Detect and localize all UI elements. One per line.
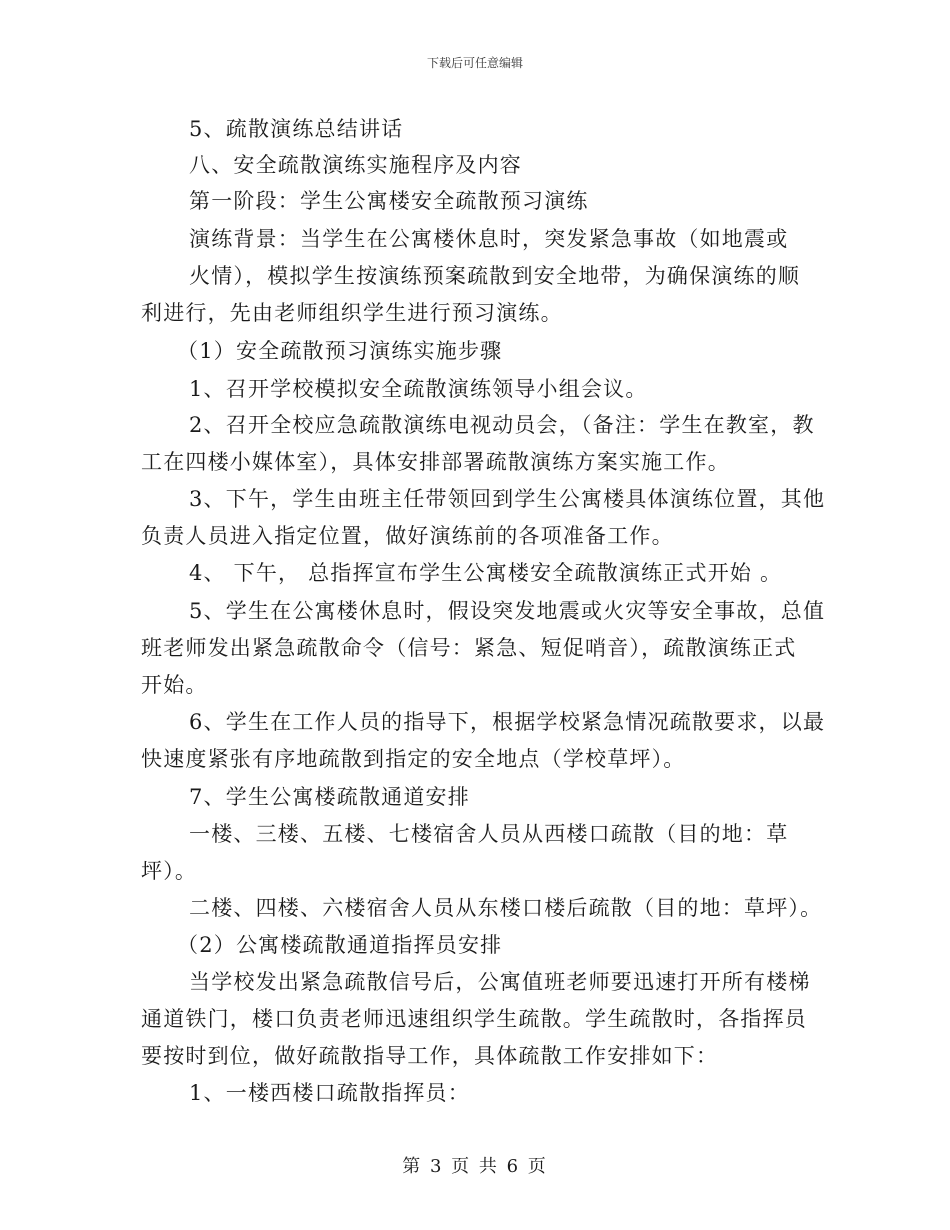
- paragraph-line: 坪）。: [141, 859, 198, 883]
- paragraph-line: 2、召开全校应急疏散演练电视动员会，（备注：学生在教室，教: [189, 413, 815, 437]
- paragraph-line: 5、疏散演练总结讲话: [189, 117, 404, 141]
- paragraph-line: 利进行，先由老师组织学生进行预习演练。: [141, 301, 563, 325]
- paragraph-line: 负责人员进入指定位置，做好演练前的各项准备工作。: [141, 524, 674, 548]
- paragraph-line: 火情），模拟学生按演练预案疏散到安全地带，为确保演练的顺: [189, 264, 801, 288]
- paragraph-line: 第一阶段：学生公寓楼安全疏散预习演练: [189, 189, 589, 213]
- paragraph-line: 工在四楼小媒体室），具体安排部署疏散演练方案实施工作。: [141, 450, 730, 474]
- paragraph-line: （1）安全疏散预习演练实施步骤: [177, 339, 503, 363]
- paragraph-line: 二楼、四楼、六楼宿舍人员从东楼口楼后疏散（目的地：草坪）。: [189, 896, 823, 920]
- paragraph-line: 3、下午，学生由班主任带领回到学生公寓楼具体演练位置，其他: [189, 487, 826, 511]
- paragraph-line: 快速度紧张有序地疏散到指定的安全地点（学校草坪）。: [141, 747, 686, 771]
- paragraph-line: 7、学生公寓楼疏散通道安排: [189, 785, 470, 809]
- paragraph-line: 班老师发出紧急疏散命令（信号：紧急、短促哨音），疏散演练正式: [141, 636, 797, 660]
- paragraph-line: 6、学生在工作人员的指导下，根据学校紧急情况疏散要求，以最: [189, 710, 826, 734]
- paragraph-line: 1、一楼西楼口疏散指挥员：: [189, 1081, 470, 1105]
- paragraph-line: 八、安全疏散演练实施程序及内容: [189, 153, 522, 177]
- paragraph-line: （2）公寓楼疏散通道指挥员安排: [177, 933, 503, 957]
- paragraph-line: 一楼、三楼、五楼、七楼宿舍人员从西楼口疏散（目的地：草: [189, 822, 789, 846]
- page-number: 第 3 页 共 6 页: [402, 1156, 548, 1177]
- paragraph-line: 4、 下午， 总指挥宣布学生公寓楼安全疏散演练正式开始 。: [189, 561, 783, 585]
- paragraph-line: 5、学生在公寓楼休息时，假设突发地震或火灾等安全事故，总值: [189, 599, 826, 623]
- paragraph-line: 开始。: [141, 673, 208, 697]
- paragraph-line: 当学校发出紧急疏散信号后，公寓值班老师要迅速打开所有楼梯: [189, 970, 811, 994]
- paragraph-line: 通道铁门，楼口负责老师迅速组织学生疏散。学生疏散时，各指挥员: [141, 1007, 807, 1031]
- paragraph-line: 要按时到位，做好疏散指导工作，具体疏散工作安排如下：: [141, 1044, 719, 1068]
- paragraph-line: 1、召开学校模拟安全疏散演练领导小组会议。: [189, 377, 648, 401]
- header-note: 下载后可任意编辑: [426, 56, 523, 70]
- paragraph-line: 演练背景：当学生在公寓楼休息时，突发紧急事故（如地震或: [189, 227, 789, 251]
